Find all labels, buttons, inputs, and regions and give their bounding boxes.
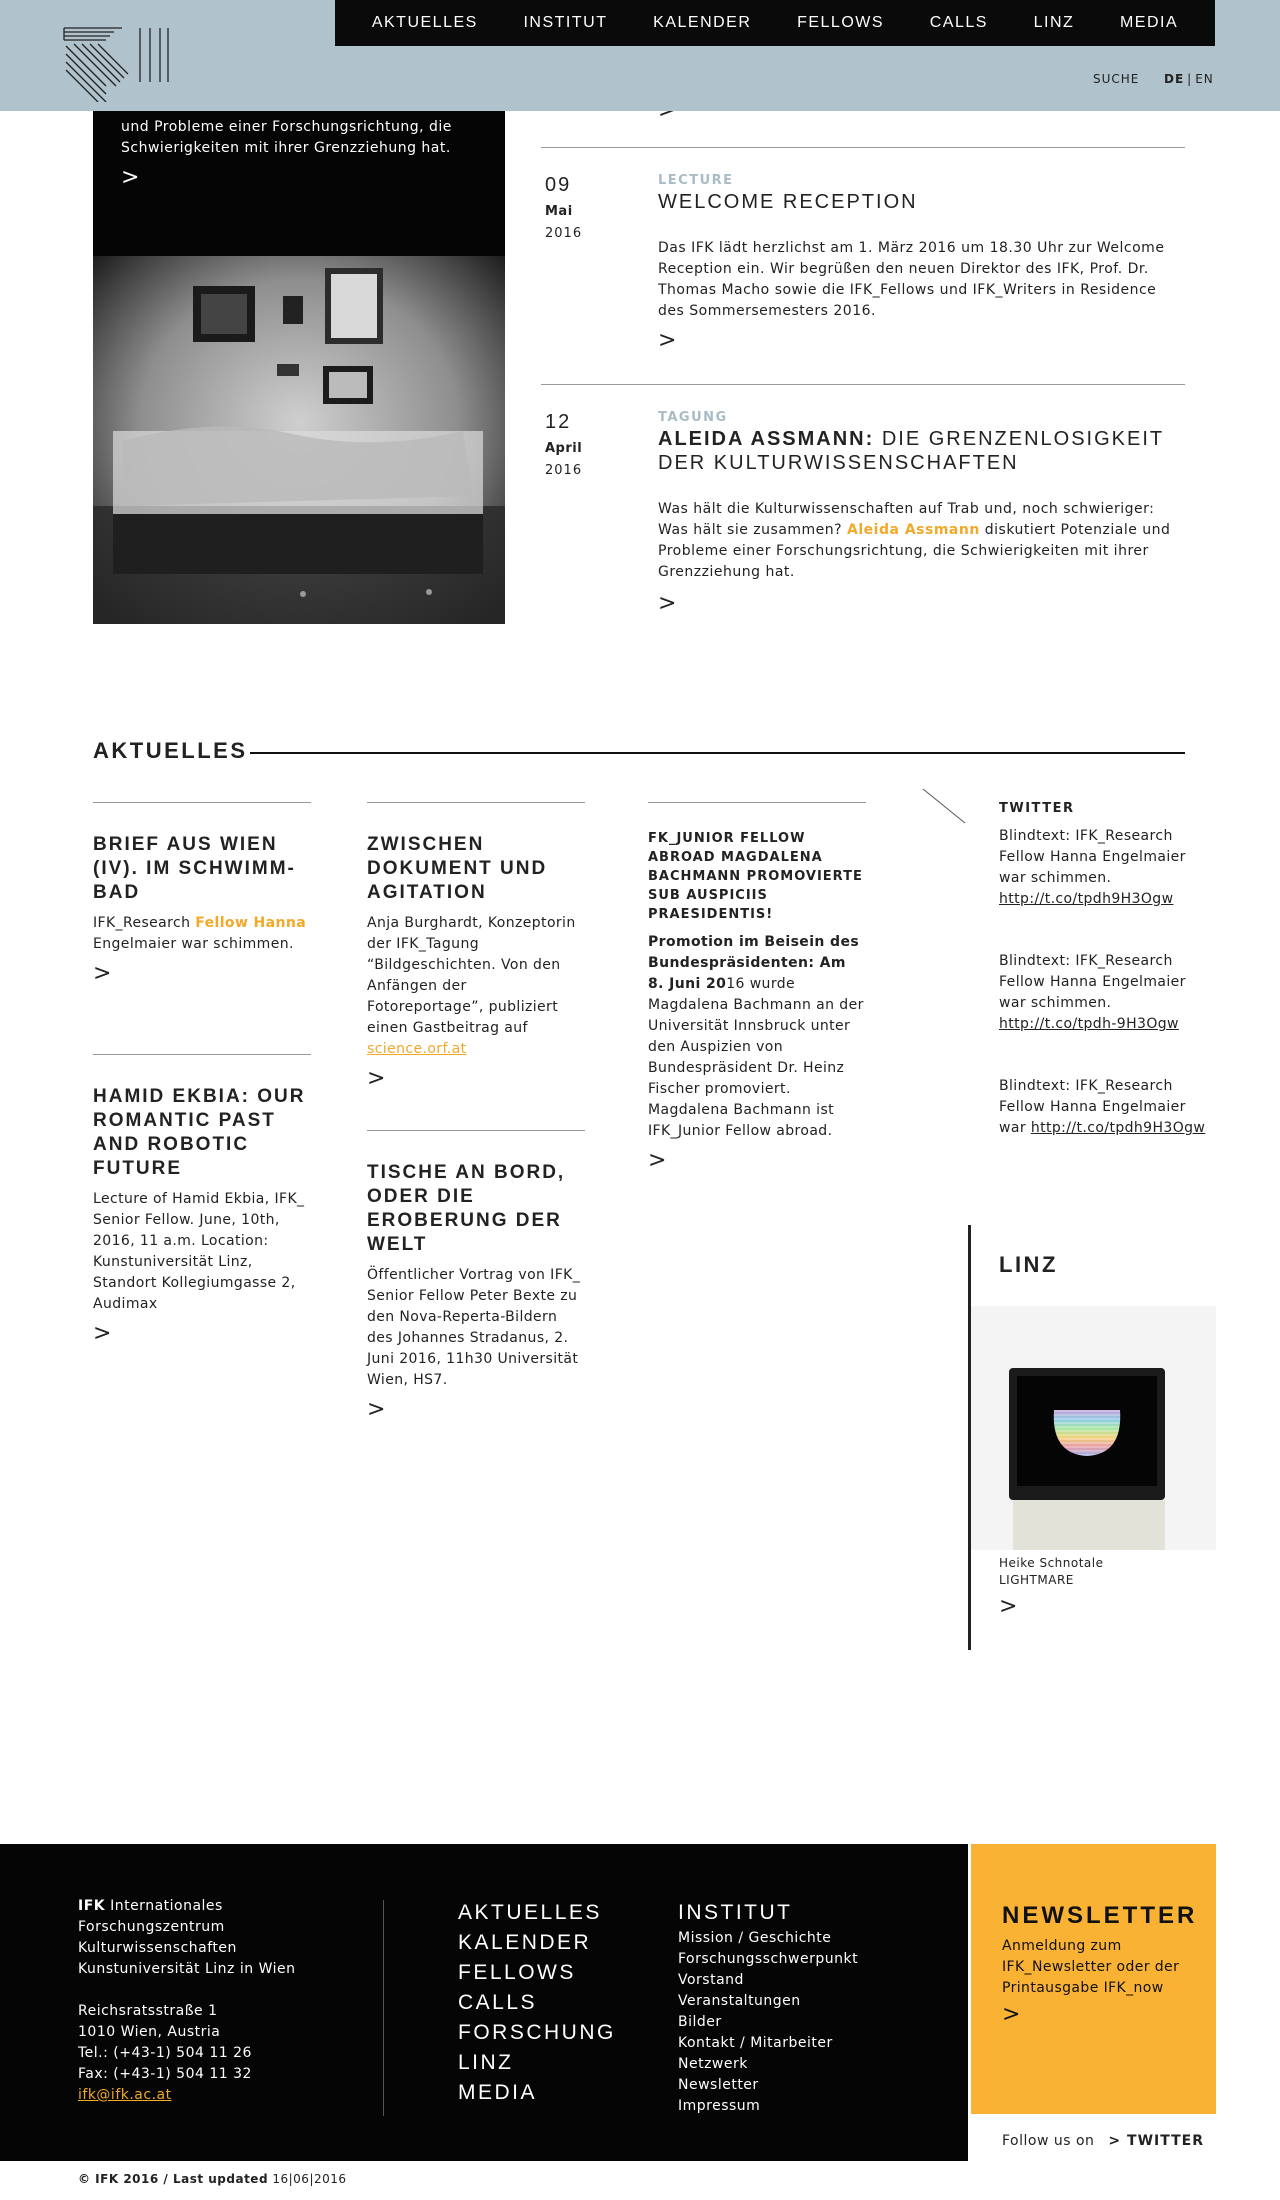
ifk-logo-icon[interactable] <box>62 26 170 102</box>
org-abbr: IFK <box>78 1898 106 1914</box>
news-body-highlight: Fellow Hanna <box>195 915 307 931</box>
feature-text: und Probleme einer Forschungsrichtung, die Schwierigkeiten mit ihrer Grenzziehung hat. <box>121 119 452 156</box>
nav-institut[interactable]: INSTITUT <box>523 14 608 31</box>
twitter-heading: TWITTER <box>999 801 1075 816</box>
last-updated-date: 16|06|2016 <box>268 2172 347 2186</box>
news-body-b: 16 wurde Magdalena Bachmann an der Universität Innsbruck unter den Auspizien von Bundespräsident Dr. Heinz Fischer promoviert. Magdalena Bachmann ist IFK_Junior Fellow abroad. <box>648 976 864 1139</box>
footer-address <box>78 1896 295 2106</box>
linz-heading: LINZ <box>999 1252 1058 1277</box>
news-arrow[interactable]: > <box>367 1397 386 1422</box>
footer-nav-forschung[interactable]: FORSCHUNG <box>458 2021 616 2044</box>
event-month: Mai <box>545 204 573 219</box>
artist-name: Heike Schnotale <box>999 1556 1104 1570</box>
event-title-rest: DIE GRENZENLOSIGKEIT DER KULTURWISSENSCHAFTEN <box>658 428 1164 474</box>
news-item <box>93 1054 311 1346</box>
email-link[interactable]: ifk@ifk.ac.at <box>78 2087 172 2103</box>
event-arrow[interactable]: > <box>658 591 677 616</box>
feature-teaser <box>93 111 505 256</box>
aktuelles-heading: AKTUELLES <box>93 738 248 763</box>
footer-nav-kalender[interactable]: KALENDER <box>458 1931 592 1954</box>
nav-fellows[interactable]: FELLOWS <box>797 14 885 31</box>
event-description <box>658 499 1178 583</box>
science-orf-link[interactable]: science.orf.at <box>367 1041 467 1057</box>
footer-institut-item[interactable]: Veranstaltungen <box>678 1993 801 2009</box>
nav-calls[interactable]: CALLS <box>929 14 988 31</box>
diagonal-line-icon <box>922 788 966 824</box>
footer-nav-aktuelles[interactable]: AKTUELLES <box>458 1901 602 1924</box>
news-body-a: IFK_Research <box>93 915 196 931</box>
footer-institut-item[interactable]: Kontakt / Mitarbeiter <box>678 2035 833 2051</box>
news-body-b: Engelmaier war schimmen. <box>93 936 294 952</box>
newsletter-text: Anmeldung zum IFK_Newsletter oder der Printausgabe IFK_now <box>1002 1938 1180 1996</box>
lang-separator: | <box>1187 72 1193 86</box>
footer-nav-linz[interactable]: LINZ <box>458 2051 514 2074</box>
news-body <box>93 913 311 955</box>
tweet <box>999 951 1217 1035</box>
tweet-text: Blindtext: IFK_Research Fellow Hanna Engelmaier war schimmen. <box>999 953 1186 1011</box>
tweet-link[interactable]: http://t.co/tpdh9H3Ogw <box>1030 1120 1206 1136</box>
main-nav <box>335 0 1215 46</box>
section-divider <box>250 752 1185 754</box>
artwork-title: LIGHTMARE <box>999 1573 1074 1587</box>
org-name-rest: Internationales <box>105 1898 223 1914</box>
news-item <box>367 1130 585 1422</box>
nav-kalender[interactable]: KALENDER <box>653 14 752 31</box>
news-body-bold: Promotion im Beisein des Bundespräsidenten: Am 8. Juni 20 <box>648 934 860 992</box>
speaker-link[interactable]: Aleida Assmann <box>847 522 980 538</box>
copyright-text: © IFK 2016 / Last updated <box>78 2172 269 2186</box>
event-day: 12 <box>545 411 572 433</box>
feature-arrow[interactable]: > <box>121 165 140 190</box>
event-month: April <box>545 441 583 456</box>
footer-institut-item[interactable]: Forschungsschwerpunkt <box>678 1951 859 1967</box>
news-arrow[interactable]: > <box>93 1321 112 1346</box>
news-title[interactable]: FK_JUNIOR FELLOW ABROAD MAGDALENA BACHMANN PROMOVIERTE SUB AUSPICIIS PRAESIDENTIS! <box>648 831 863 922</box>
news-body <box>648 932 866 1142</box>
event-category: LECTURE <box>658 173 734 188</box>
news-item <box>93 802 311 986</box>
event-desc-a: Was hält die Kulturwissenschaften auf Trab und, noch schwieriger: Was hält sie zusammen? <box>658 501 1155 538</box>
footer-institut-item[interactable]: Mission / Geschichte <box>678 1930 832 1946</box>
feature-photo[interactable] <box>93 256 505 624</box>
news-body <box>367 913 585 1060</box>
news-arrow[interactable]: > <box>648 1148 667 1173</box>
news-arrow[interactable]: > <box>93 961 112 986</box>
tweet <box>999 1076 1217 1139</box>
site-header <box>0 0 1280 111</box>
event-item <box>541 384 1185 624</box>
footer-institut-item[interactable]: Bilder <box>678 2014 722 2030</box>
street: Reichsratsstraße 1 <box>78 2003 218 2019</box>
twitter-follow-link[interactable]: > TWITTER <box>1108 2133 1204 2149</box>
news-item <box>648 802 866 1173</box>
nav-linz[interactable]: LINZ <box>1033 14 1075 31</box>
news-title[interactable]: ZWISCHEN DOKUMENT UND AGITATION <box>367 834 548 903</box>
event-year: 2016 <box>545 226 583 241</box>
newsletter-box <box>971 1844 1216 2114</box>
nav-media[interactable]: MEDIA <box>1119 14 1179 31</box>
event-title[interactable]: WELCOME RECEPTION <box>658 191 918 213</box>
phone: Tel.: (+43-1) 504 11 26 <box>78 2045 252 2061</box>
tweet-link[interactable]: http://t.co/tpdh9H3Ogw <box>999 891 1174 907</box>
lang-en[interactable]: EN <box>1195 72 1214 86</box>
news-arrow[interactable]: > <box>367 1066 386 1091</box>
tweet-text: Blindtext: IFK_Research Fellow Hanna Engelmaier war schimmen. <box>999 828 1186 886</box>
event-title[interactable] <box>658 427 1178 475</box>
event-category: TAGUNG <box>658 410 728 425</box>
follow-text: Follow us on <box>1002 2133 1095 2149</box>
news-title[interactable]: TISCHE AN BORD, ODER DIE EROBERUNG DER WELT <box>367 1162 566 1255</box>
org-line: Forschungszentrum <box>78 1919 225 1935</box>
news-title[interactable]: BRIEF AUS WIEN (IV). IM SCHWIMM-BAD <box>93 834 296 903</box>
newsletter-arrow[interactable]: > <box>1002 2002 1021 2027</box>
bedroom-photo-image <box>93 256 505 624</box>
event-arrow[interactable]: > <box>658 328 677 353</box>
footer-institut-heading[interactable]: INSTITUT <box>678 1901 793 1924</box>
news-body: Öffentlicher Vortrag von IFK_ Senior Fellow Peter Bexte zu den Nova-Reperta-Bildern des Johannes Stradanus, 2. Juni 2016, 11h30 Universität Wien, HS7. <box>367 1267 581 1388</box>
news-body: Lecture of Hamid Ekbia, IFK_ Senior Fellow. June, 10th, 2016, 11 a.m. Location: Kunstuniversität Linz, Standort Kollegiumgasse 2, Audimax <box>93 1191 305 1312</box>
follow-us <box>1002 2133 1204 2149</box>
event-item <box>541 147 1185 383</box>
footer-divider <box>383 1900 384 2116</box>
lang-de[interactable]: DE <box>1164 72 1185 86</box>
linz-arrow[interactable]: > <box>999 1594 1018 1619</box>
search-link[interactable]: SUCHE <box>1093 72 1140 86</box>
tweet-text: Blindtext: IFK_Research Fellow Hanna Engelmaier war <box>999 1078 1186 1136</box>
event-description: Das IFK lädt herzlichst am 1. März 2016 um 18.30 Uhr zur Welcome Reception ein. Wir begrüßen den neuen Direktor des IFK, Prof. Dr. Thomas Macho sowie die IFK_Fellows und IFK_Writers in Residence des Sommersemesters 2016. <box>658 240 1165 319</box>
tweet <box>999 826 1217 910</box>
news-body-a: Anja Burghardt, Konzeptorin der IFK_Tagung “Bildgeschichten. Von den Anfängen der Fotoreportage”, publiziert einen Gastbeitrag auf <box>367 915 576 1036</box>
footer-institut-item[interactable]: Netzwerk <box>678 2056 748 2072</box>
footer-institut-item[interactable]: Newsletter <box>678 2077 759 2093</box>
linz-caption <box>999 1555 1104 1589</box>
footer-institut-item[interactable]: Impressum <box>678 2098 761 2114</box>
org-line: Kulturwissenschaften <box>78 1940 237 1956</box>
news-title[interactable]: HAMID EKBIA: OUR ROMANTIC PAST AND ROBOTIC FUTURE <box>93 1086 306 1179</box>
org-line: Kunstuniversität Linz in Wien <box>78 1961 296 1977</box>
event-desc-b: diskutiert Potenziale und Probleme einer Forschungsrichtung, die Schwierigkeiten mit ihrer Grenzziehung hat. <box>658 522 1171 580</box>
fax: Fax: (+43-1) 504 11 32 <box>78 2066 252 2082</box>
nav-aktuelles[interactable]: AKTUELLES <box>371 14 478 31</box>
footer-nav-media[interactable]: MEDIA <box>458 2081 538 2104</box>
org-name <box>78 1896 295 1917</box>
event-title-name: ALEIDA ASSMANN: <box>658 428 875 450</box>
language-switch <box>1164 72 1214 86</box>
event-year: 2016 <box>545 463 583 478</box>
footer-nav-fellows[interactable]: FELLOWS <box>458 1961 576 1984</box>
newsletter-heading: NEWSLETTER <box>1002 1902 1198 1929</box>
copyright <box>78 2172 347 2186</box>
news-item <box>367 802 585 1091</box>
footer-institut-item[interactable]: Vorstand <box>678 1972 744 1988</box>
tweet-link[interactable]: http://t.co/tpdh-9H3Ogw <box>999 1016 1179 1032</box>
event-day: 09 <box>545 174 572 196</box>
city: 1010 Wien, Austria <box>78 2024 221 2040</box>
footer-nav <box>458 1898 616 2108</box>
linz-photo[interactable] <box>971 1306 1216 1550</box>
monitor-artwork-image <box>971 1306 1216 1550</box>
site-footer <box>0 1844 968 2161</box>
footer-institut <box>678 1898 858 2117</box>
footer-nav-calls[interactable]: CALLS <box>458 1991 538 2014</box>
